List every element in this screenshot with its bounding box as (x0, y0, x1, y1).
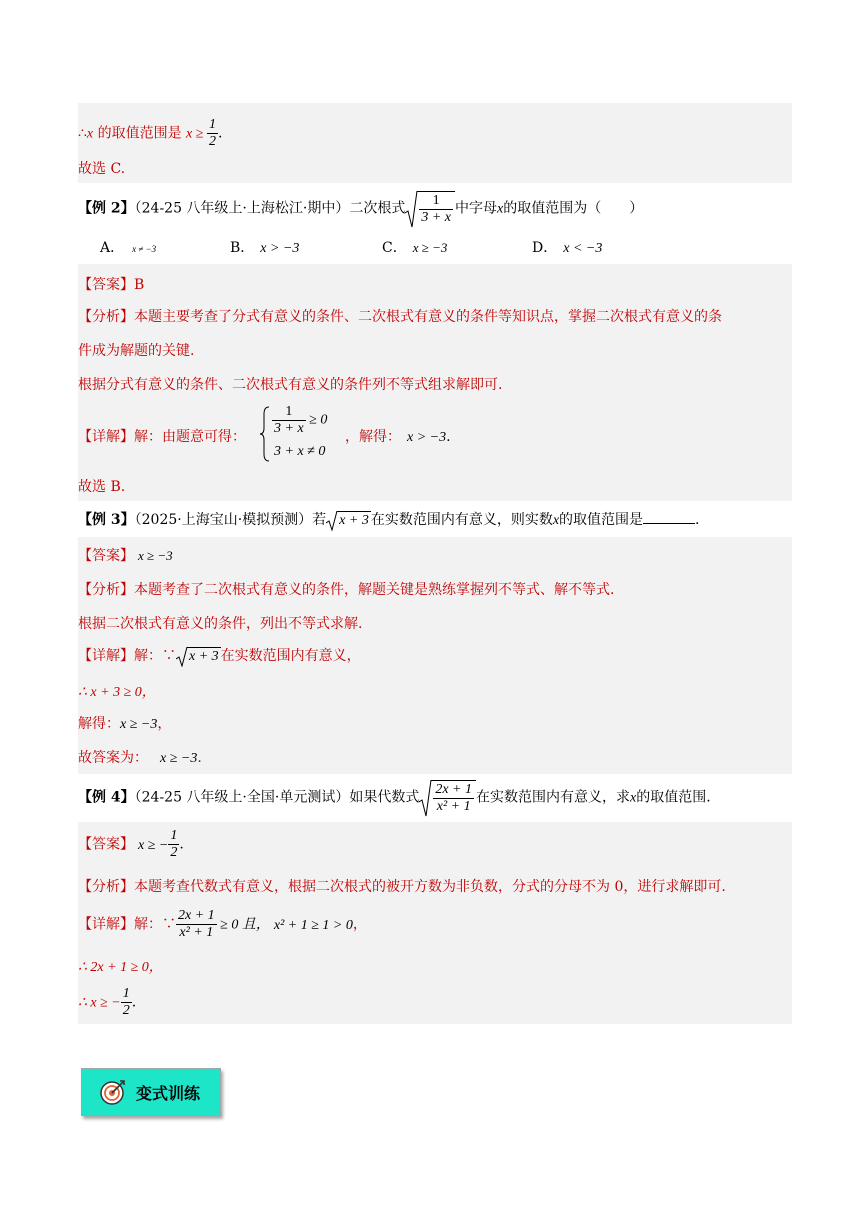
ex3-step2 (78, 713, 171, 733)
text: 在实数范围内有意义，求 (476, 789, 631, 806)
answer-label: 【答案】 (78, 548, 134, 564)
ex4-stem (78, 780, 711, 815)
ex2-option-c (382, 237, 447, 257)
ex3-step1: ∴ x + 3 ≥ 0， (78, 685, 156, 700)
ex3-stem (78, 509, 700, 529)
denominator: 3 + x (274, 421, 304, 436)
ex3-analysis-1 (78, 579, 614, 599)
period: . (217, 125, 223, 142)
option-letter: D． (532, 240, 558, 256)
ex4-step1: ∴ 2x + 1 ≥ 0， (78, 960, 163, 975)
sqrt-expression (405, 191, 455, 226)
ex2-option-a (100, 237, 156, 257)
example2-solution (78, 264, 792, 501)
radical-sign-icon (176, 647, 188, 667)
example-label: 【例 2】 (78, 200, 135, 217)
text: 的取值范围是 (93, 125, 187, 142)
ex2-analysis-1 (78, 306, 722, 326)
ex3-analysis-2: 根据二次根式有意义的条件，列出不等式求解. (78, 616, 363, 632)
example1-solution-tail (78, 103, 792, 183)
ex2-conclusion: 故选 B. (78, 479, 126, 495)
ex2-analysis-3: 根据分式有意义的条件、二次根式有意义的条件列不等式组求解即可. (78, 377, 503, 393)
source: （24-25 八年级上·全国·单元测试）如果代数式 (134, 789, 420, 806)
target-icon (100, 1079, 126, 1105)
radicand: x + 3 (189, 649, 219, 664)
sqrt-expression (176, 647, 221, 665)
radicand: x + 3 (339, 513, 369, 528)
system-line-2: 3 + x ≠ 0 (274, 444, 326, 459)
fraction-half (121, 986, 132, 1019)
comma: ， (157, 716, 172, 732)
fraction-half (207, 117, 218, 150)
numerator: 1 (272, 404, 306, 421)
text: 中字母 (455, 200, 498, 217)
ex4-analysis (78, 876, 726, 896)
radical-sign-icon (326, 511, 338, 531)
system-line-1 (272, 404, 327, 437)
example4-solution (78, 822, 792, 1024)
ex2-answer (78, 274, 144, 294)
text: 的取值范围. (636, 789, 711, 806)
analysis-label: 【分析】 (78, 309, 134, 325)
sqrt-expression (326, 511, 371, 529)
ex1-conclusion: 故选 C. (78, 161, 126, 177)
detail-text: 在实数范围内有意义， (220, 648, 361, 664)
left-brace-icon (260, 406, 270, 462)
step-text: 解得： (78, 716, 120, 732)
text: 的取值范围为（ ） (503, 200, 644, 217)
numerator: 2x + 1 (178, 908, 215, 923)
step-math: x ≥ −3 (160, 751, 198, 766)
radical-sign-icon (405, 191, 418, 229)
answer-label: 【答案】 (78, 836, 134, 853)
denominator: 2 (122, 1003, 130, 1018)
relation: ≥ 0 且， (216, 917, 270, 933)
detail-label: 【详解】 (78, 916, 134, 933)
answer-blank[interactable] (643, 511, 695, 524)
math-ineq: x ≥ (186, 126, 207, 142)
denominator: x² + 1 (436, 799, 471, 814)
example2-question (78, 185, 792, 263)
numerator: 1 (122, 986, 130, 1001)
example3-question (78, 503, 792, 535)
option-letter: C． (382, 240, 407, 256)
period: . (179, 836, 184, 853)
practice-button[interactable] (81, 1068, 221, 1116)
ex4-step2 (78, 986, 136, 1019)
detail-math: x² + 1 ≥ 1 > 0 (273, 917, 353, 933)
answer-value: x ≥ − (138, 837, 169, 853)
denominator: x² + 1 (179, 925, 214, 940)
detail-text: 解：∵ (134, 916, 176, 933)
option-text: x ≥ −3 (412, 240, 448, 255)
analysis-text: 本题考查了二次根式有意义的条件，解题关键是熟练掌握列不等式、解不等式. (134, 582, 615, 598)
math-var: x (497, 201, 504, 217)
denominator: 3 + x (421, 210, 452, 225)
detail-result: x > −3 (407, 430, 447, 445)
radicand-fraction (431, 780, 476, 815)
denominator: 2 (208, 134, 216, 149)
ex1-range-line (78, 117, 222, 150)
numerator: 1 (419, 193, 453, 210)
ex2-option-d (532, 237, 602, 257)
practice-button-label: 变式训练 (136, 1083, 201, 1103)
example4-question (78, 776, 792, 822)
text: 在实数范围内有意义，则实数 (370, 512, 553, 528)
detail-label: 【详解】 (78, 648, 134, 664)
comma: ， (352, 916, 367, 933)
option-text: x ≠ −3 (132, 244, 157, 254)
example-label: 【例 3】 (78, 512, 135, 528)
ex4-detail (78, 908, 367, 941)
period: . (446, 429, 451, 445)
analysis-text: 本题考查代数式有意义，根据二次根式的被开方数为非负数，分式的分母不为 0，进行求解即可. (134, 879, 726, 895)
step-text: 故答案为： (78, 750, 148, 766)
ex2-analysis-2: 件成为解题的关键. (78, 343, 195, 359)
period: . (695, 512, 700, 528)
detail-lead (78, 426, 246, 446)
answer-value: B (134, 277, 145, 293)
radicand-fraction (417, 191, 455, 226)
math-var: x (630, 790, 637, 806)
ex3-step3 (78, 747, 202, 767)
source: （24-25 八年级上·上海松江·期中）二次根式 (134, 200, 406, 217)
period: . (131, 994, 137, 1011)
answer-label: 【答案】 (78, 277, 134, 293)
denominator: 2 (170, 845, 178, 860)
ex2-stem (78, 191, 643, 226)
system-fraction (272, 404, 306, 437)
ex3-detail (78, 645, 361, 665)
option-letter: B． (230, 240, 255, 256)
analysis-label: 【分析】 (78, 879, 134, 895)
numerator: 2x + 1 (435, 782, 473, 797)
detail-text: ，解得： (345, 429, 401, 445)
ex4-answer (78, 828, 184, 861)
answer-value: x ≥ −3 (138, 548, 173, 563)
analysis-text: 本题主要考查了分式有意义的条件、二次根式有意义的条件等知识点，掌握二次根式有意义的条 (134, 309, 722, 325)
numerator: 1 (170, 828, 178, 843)
step-math: ∴ x ≥ − (78, 995, 121, 1011)
ex2-option-b (230, 237, 299, 257)
radical-sign-icon (419, 780, 432, 818)
option-letter: A． (100, 240, 125, 256)
relation: ≥ 0 (305, 412, 328, 428)
option-text: x < −3 (563, 241, 603, 256)
ex3-answer (78, 545, 173, 565)
detail-text: 解：∵ (134, 648, 176, 664)
text: 的取值范围是 (559, 512, 644, 528)
detail-label: 【详解】 (78, 429, 134, 445)
detail-result-line (345, 426, 451, 446)
analysis-label: 【分析】 (78, 582, 134, 598)
example-label: 【例 4】 (78, 789, 135, 806)
math-var: x (552, 513, 560, 528)
option-text: x > −3 (260, 241, 300, 256)
therefore-symbol: ∴ (78, 125, 87, 142)
detail-text: 解：由题意可得： (134, 429, 246, 445)
example3-solution (78, 537, 792, 774)
step-math: x ≥ −3 (120, 717, 158, 732)
fraction-half (168, 828, 179, 861)
period: . (197, 750, 202, 766)
numerator: 1 (208, 117, 216, 132)
source: （2025·上海宝山·模拟预测）若 (134, 512, 327, 528)
math-var: x (86, 126, 94, 142)
sqrt-expression (419, 780, 476, 815)
detail-fraction (176, 908, 217, 941)
